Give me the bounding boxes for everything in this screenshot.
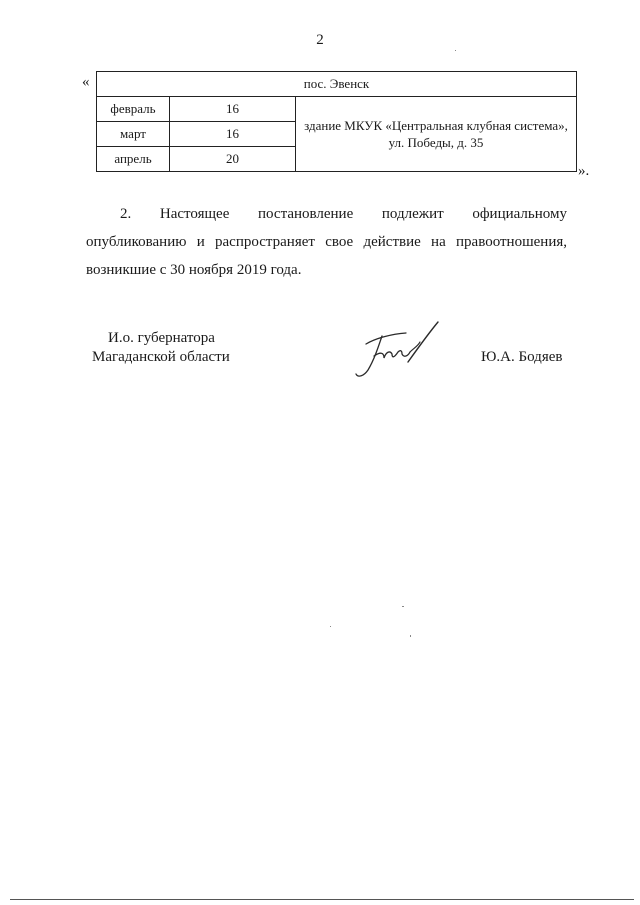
signer-title — [92, 329, 230, 367]
signer-title-line-2: Магаданской области — [92, 349, 230, 365]
scan-speck — [330, 626, 331, 627]
count-cell: 20 — [170, 147, 296, 172]
schedule-table — [96, 71, 577, 172]
table-header-row — [97, 72, 577, 97]
handwritten-signature — [348, 318, 444, 384]
publication-paragraph: 2. Настоящее постановление подлежит официальному опубликованию и распространяет свое действие на правоотношения, возникшие с 30 ноября 2019 года. — [86, 206, 567, 278]
scan-speck — [455, 50, 456, 51]
signer-title-line-1: И.о. губернатора — [108, 330, 215, 346]
location-cell: пос. Эвенск — [97, 72, 577, 97]
scan-speck — [410, 635, 411, 637]
opening-quote: « — [82, 74, 90, 90]
month-cell: март — [97, 122, 170, 147]
month-cell: февраль — [97, 97, 170, 122]
signer-name: Ю.А. Бодяев — [481, 349, 563, 365]
venue-line-2: ул. Победы, д. 35 — [388, 135, 484, 150]
venue-cell — [296, 97, 577, 172]
venue-line-1: здание МКУК «Центральная клубная система», — [304, 118, 568, 133]
count-cell: 16 — [170, 122, 296, 147]
page-number: 2 — [316, 32, 324, 48]
closing-quote: ». — [578, 163, 590, 179]
table-row — [97, 97, 577, 122]
count-cell: 16 — [170, 97, 296, 122]
month-cell: апрель — [97, 147, 170, 172]
bottom-edge-line — [10, 899, 634, 900]
scan-speck — [402, 606, 404, 607]
